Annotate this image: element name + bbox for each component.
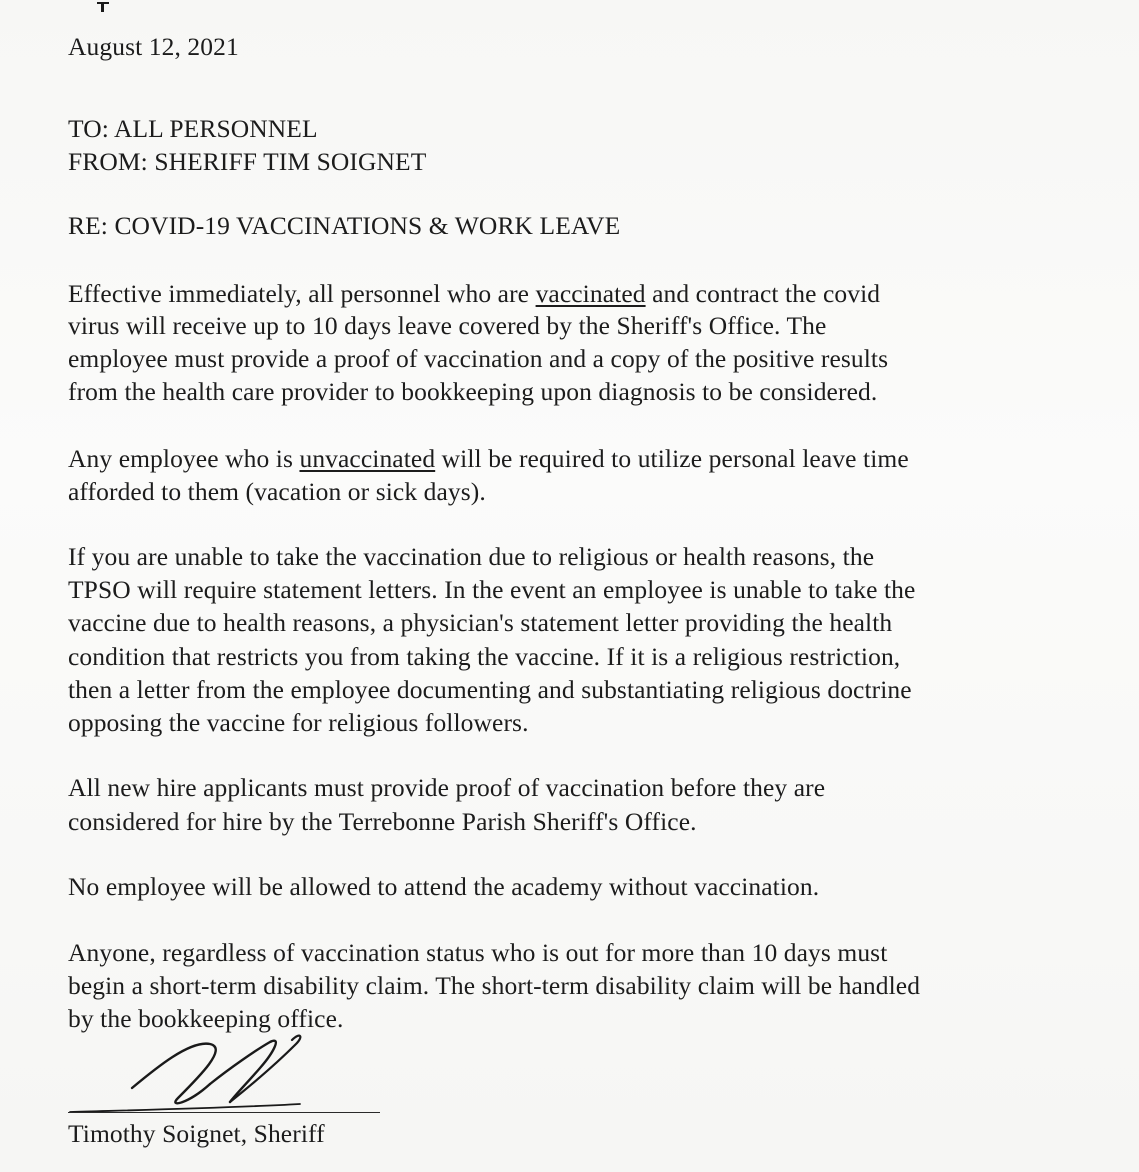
paragraph-1-line-1 — [68, 277, 880, 310]
underlined-word-unvaccinated: unvaccinated — [299, 444, 436, 473]
paragraph-5-line-1: No employee will be allowed to attend the academy without vaccination. — [68, 872, 820, 901]
text-span: will be required to utilize personal leave time — [435, 444, 909, 473]
paragraph-3-line-4: condition that restricts you from taking the vaccine. If it is a religious restriction, — [68, 642, 901, 671]
paragraph-6-line-2: begin a short-term disability claim. The short-term disability claim will be handled — [68, 971, 921, 1000]
memo-subject: RE: COVID-19 VACCINATIONS & WORK LEAVE — [68, 211, 621, 240]
memo-to: TO: ALL PERSONNEL — [68, 114, 318, 143]
paragraph-3-line-3: vaccine due to health reasons, a physician's statement letter providing the health — [68, 608, 893, 637]
letterhead-fragment — [96, 0, 110, 12]
paragraph-3-line-6: opposing the vaccine for religious followers. — [68, 708, 529, 737]
underlined-word-vaccinated: vaccinated — [535, 279, 646, 308]
memo-date: August 12, 2021 — [68, 32, 239, 61]
paragraph-4-line-1: All new hire applicants must provide proof of vaccination before they are — [68, 773, 826, 802]
paragraph-2-line-2: afforded to them (vacation or sick days). — [68, 477, 486, 506]
paragraph-6-line-3: by the bookkeeping office. — [68, 1004, 344, 1033]
handwritten-signature — [60, 1010, 400, 1120]
paragraph-1-line-3: employee must provide a proof of vaccination and a copy of the positive results — [68, 344, 889, 373]
paragraph-3-line-5: then a letter from the employee documenting and substantiating religious doctrine — [68, 675, 912, 704]
paragraph-2-line-1 — [68, 442, 909, 475]
paragraph-1-line-2: virus will receive up to 10 days leave covered by the Sheriff's Office. The — [68, 311, 827, 340]
signature-line — [68, 1112, 380, 1113]
text-span: and contract the covid — [645, 279, 881, 308]
text-span: Any employee who is — [68, 444, 300, 473]
paragraph-3-line-2: TPSO will require statement letters. In the event an employee is unable to take the — [68, 575, 916, 604]
signatory-name: Timothy Soignet, Sheriff — [68, 1119, 325, 1148]
memo-from: FROM: SHERIFF TIM SOIGNET — [68, 147, 427, 176]
text-span: Effective immediately, all personnel who are — [68, 279, 536, 308]
paragraph-3-line-1: If you are unable to take the vaccination due to religious or health reasons, the — [68, 542, 875, 571]
paragraph-6-line-1: Anyone, regardless of vaccination status who is out for more than 10 days must — [68, 938, 888, 967]
paragraph-1-line-4: from the health care provider to bookkeeping upon diagnosis to be considered. — [68, 377, 878, 406]
paragraph-4-line-2: considered for hire by the Terrebonne Parish Sheriff's Office. — [68, 807, 697, 836]
